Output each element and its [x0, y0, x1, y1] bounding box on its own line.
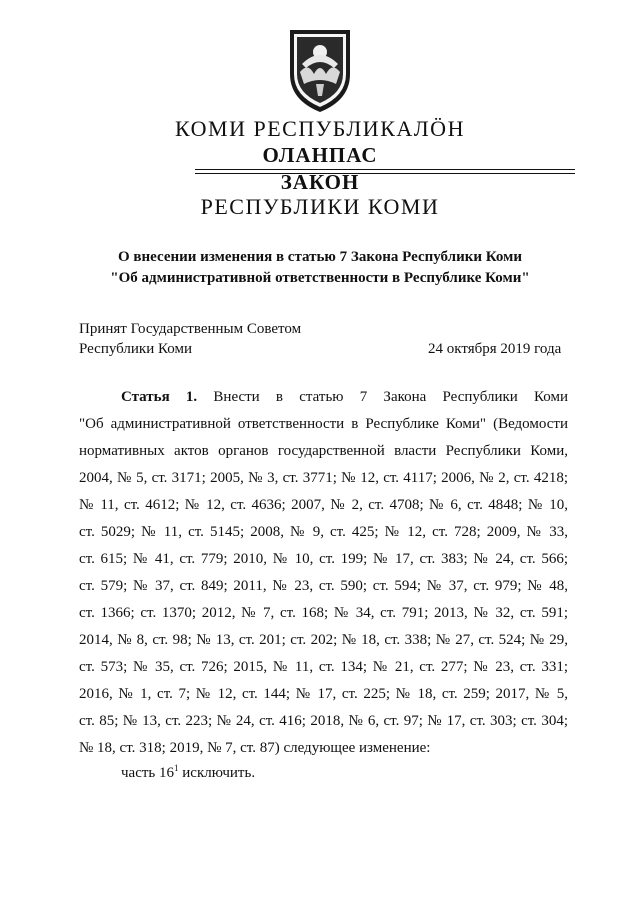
article-line-3: нормативных актов органов государственной власти Республики Коми,	[79, 443, 568, 459]
adoption-line-2: Республики Коми	[79, 341, 192, 357]
header-zakon: ЗАКОН	[280, 170, 360, 194]
article-line-4: 2004, № 5, ст. 3171; 2005, № 3, ст. 3771; № 12, ст. 4117; 2006, № 2, ст. 4218;	[79, 470, 568, 486]
amendment-suffix: исключить.	[178, 765, 256, 781]
article-line-14: № 18, ст. 318; 2019, № 7, ст. 87) следующее изменение:	[79, 740, 431, 756]
article-line-1: Статья 1. Внести в статью 7 Закона Республики Коми	[121, 389, 568, 405]
article-line-8: ст. 579; № 37, ст. 849; 2011, № 23, ст. 590; ст. 594; № 37, ст. 979; № 48,	[79, 578, 568, 594]
document-title-line-2: "Об административной ответственности в Республике Коми"	[110, 270, 530, 286]
article-line-2: "Об административной ответственности в Республике Коми" (Ведомости	[79, 416, 568, 432]
article-line-6: ст. 5029; № 11, ст. 5145; 2008, № 9, ст. 425; № 12, ст. 728; 2009, № 33,	[79, 524, 568, 540]
article-amendment	[121, 757, 255, 784]
amendment-prefix: часть 16	[121, 765, 175, 781]
header-olanpas: ОЛАНПАС	[262, 143, 378, 167]
article-line-13: ст. 85; № 13, ст. 223; № 24, ст. 416; 2018, № 6, ст. 97; № 17, ст. 303; ст. 304;	[79, 713, 568, 729]
article-line-5: № 11, ст. 4612; № 12, ст. 4636; 2007, № 2, ст. 4708; № 6, ст. 4848; № 10,	[79, 497, 568, 513]
article-line-11: ст. 573; № 35, ст. 726; 2015, № 11, ст. 134; № 21, ст. 277; № 23, ст. 331;	[79, 659, 568, 675]
article-line-7: ст. 615; № 41, ст. 779; 2010, № 10, ст. 199; № 17, ст. 383; № 24, ст. 566;	[79, 551, 568, 567]
adoption-line-1: Принят Государственным Советом	[79, 321, 302, 337]
coat-of-arms-emblem	[280, 22, 360, 114]
header-republic: РЕСПУБЛИКИ КОМИ	[200, 194, 440, 219]
article-line-9: ст. 1366; ст. 1370; 2012, № 7, ст. 168; № 34, ст. 791; 2013, № 32, ст. 591;	[79, 605, 568, 621]
article-label: Статья 1.	[121, 389, 198, 405]
amendment-superscript: 1	[174, 763, 179, 773]
document-title-line-1: О внесении изменения в статью 7 Закона Республики Коми	[118, 249, 522, 265]
article-line-12: 2016, № 1, ст. 7; № 12, ст. 144; № 17, ст. 225; № 18, ст. 259; 2017, № 5,	[79, 686, 568, 702]
header-komi-republic: КОМИ РЕСПУБЛИКАЛÖН	[175, 116, 465, 141]
adoption-date: 24 октября 2019 года	[428, 341, 562, 357]
article-line-10: 2014, № 8, ст. 98; № 13, ст. 201; ст. 202; № 18, ст. 338; № 27, ст. 524; № 29,	[79, 632, 568, 648]
